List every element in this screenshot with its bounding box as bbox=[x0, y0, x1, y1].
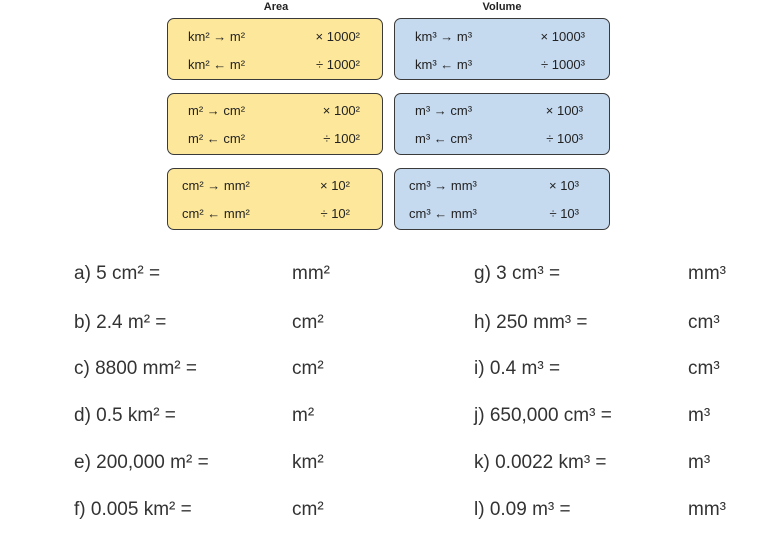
answer-unit: m³ bbox=[688, 405, 711, 426]
conversion-factor: × 10³ bbox=[549, 178, 579, 193]
conversion-row bbox=[168, 100, 382, 122]
question-text: e) 200,000 m² = bbox=[74, 452, 209, 473]
conversion-factor: ÷ 10³ bbox=[549, 206, 579, 221]
conversion-label: m³ → cm³ bbox=[415, 103, 473, 118]
conversion-label: m² ← cm² bbox=[188, 131, 246, 146]
conversion-label: m² → cm² bbox=[188, 103, 246, 118]
conversion-row bbox=[168, 54, 382, 76]
question-text: a) 5 cm² = bbox=[74, 263, 161, 284]
answer-unit: cm² bbox=[292, 499, 324, 520]
conversion-row bbox=[168, 128, 382, 150]
answer-unit: mm³ bbox=[688, 499, 726, 520]
conversion-row bbox=[395, 100, 609, 122]
conversion-label: km³ ← m³ bbox=[415, 57, 473, 72]
conversion-factor: ÷ 1000² bbox=[316, 57, 360, 72]
answer-unit: km² bbox=[292, 452, 324, 473]
question-text: j) 650,000 cm³ = bbox=[474, 405, 612, 426]
answer-unit: mm² bbox=[292, 263, 330, 284]
answer-unit: cm² bbox=[292, 312, 324, 333]
conversion-factor: ÷ 1000³ bbox=[541, 57, 585, 72]
answer-unit: mm³ bbox=[688, 263, 726, 284]
conversion-factor: × 10² bbox=[320, 178, 350, 193]
conversion-row bbox=[168, 175, 382, 197]
volume-box-km-m bbox=[394, 18, 610, 80]
answer-unit: cm³ bbox=[688, 358, 720, 379]
conversion-label: km² ← m² bbox=[188, 57, 246, 72]
answer-unit: cm² bbox=[292, 358, 324, 379]
conversion-factor: ÷ 10² bbox=[320, 206, 350, 221]
question-text: b) 2.4 m² = bbox=[74, 312, 167, 333]
answer-unit: m² bbox=[292, 405, 315, 426]
question-text: i) 0.4 m³ = bbox=[474, 358, 561, 379]
conversion-factor: ÷ 100² bbox=[323, 131, 360, 146]
answer-unit: cm³ bbox=[688, 312, 720, 333]
volume-box-cm-mm bbox=[394, 168, 610, 230]
question-text: g) 3 cm³ = bbox=[474, 263, 561, 284]
conversion-factor: ÷ 100³ bbox=[546, 131, 583, 146]
conversion-factor: × 100² bbox=[322, 103, 360, 118]
conversion-label: cm² ← mm² bbox=[182, 206, 250, 221]
conversion-label: cm³ ← mm³ bbox=[409, 206, 477, 221]
conversion-factor: × 100³ bbox=[545, 103, 583, 118]
conversion-label: m³ ← cm³ bbox=[415, 131, 473, 146]
volume-header: Volume bbox=[482, 1, 522, 13]
conversion-label: km² → m² bbox=[188, 29, 246, 44]
question-text: d) 0.5 km² = bbox=[74, 405, 176, 426]
question-text: c) 8800 mm² = bbox=[74, 358, 198, 379]
volume-box-m-cm bbox=[394, 93, 610, 155]
conversion-row bbox=[395, 175, 609, 197]
area-box-m-cm bbox=[167, 93, 383, 155]
question-text: k) 0.0022 km³ = bbox=[474, 452, 607, 473]
conversion-row bbox=[395, 26, 609, 48]
conversion-row bbox=[168, 26, 382, 48]
conversion-row bbox=[395, 128, 609, 150]
conversion-factor: × 1000³ bbox=[540, 29, 585, 44]
conversion-row bbox=[395, 54, 609, 76]
conversion-factor: × 1000² bbox=[315, 29, 360, 44]
question-text: f) 0.005 km² = bbox=[74, 499, 192, 520]
conversion-row bbox=[395, 203, 609, 225]
conversion-label: km³ → m³ bbox=[415, 29, 473, 44]
area-box-km-m bbox=[167, 18, 383, 80]
conversion-label: cm² → mm² bbox=[182, 178, 250, 193]
question-text: l) 0.09 m³ = bbox=[474, 499, 571, 520]
conversion-label: cm³ → mm³ bbox=[409, 178, 477, 193]
area-header: Area bbox=[263, 1, 289, 13]
answer-unit: m³ bbox=[688, 452, 711, 473]
area-box-cm-mm bbox=[167, 168, 383, 230]
question-text: h) 250 mm³ = bbox=[474, 312, 588, 333]
conversion-row bbox=[168, 203, 382, 225]
